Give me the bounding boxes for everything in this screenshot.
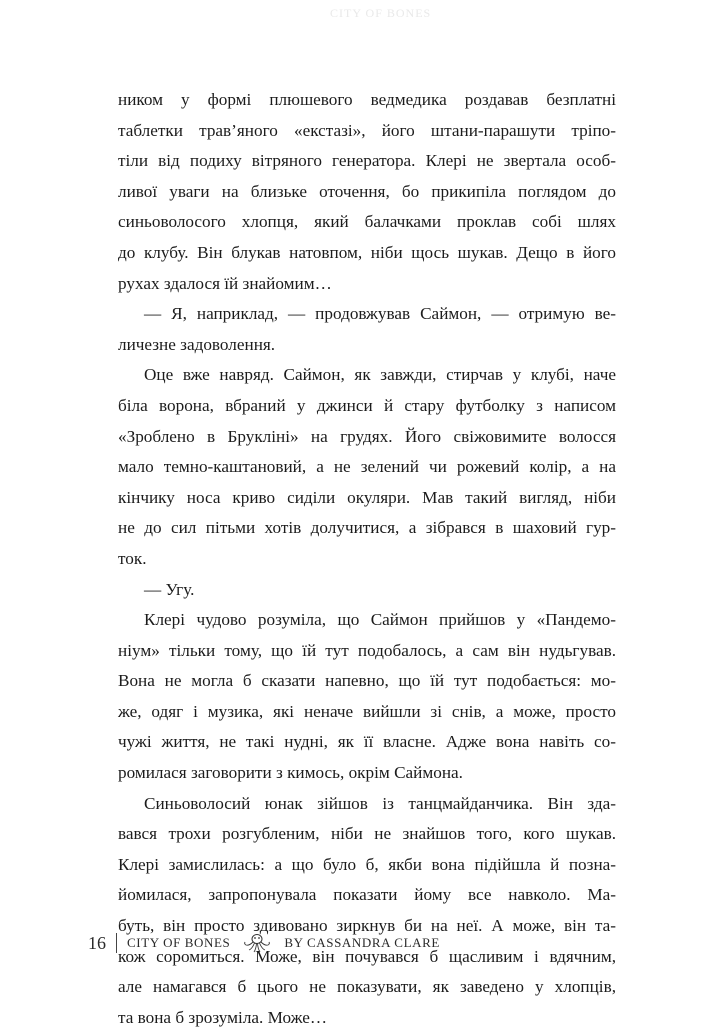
text-line: кож соромиться. Може, він почувався б щасливим і вдячним, xyxy=(118,946,616,966)
text-line: Клері замислилась: а що було б, якби вона підійшла й позна- xyxy=(118,854,616,874)
paragraph xyxy=(118,360,616,574)
text-line: біла ворона, вбраний у джинси й стару футболку з написом xyxy=(118,395,616,415)
text-line: — Угу. xyxy=(144,579,195,599)
text-line: ливої уваги на близьке оточення, бо прикипіла поглядом до xyxy=(118,181,616,201)
text-line: «Зроблено в Брукліні» на грудях. Його свіжовимите волосся xyxy=(118,426,616,446)
text-line: Клері чудово розуміла, що Саймон прийшов у «Пандемо- xyxy=(144,610,616,630)
text-line: синьоволосого хлопця, який балачками проклав собі шлях xyxy=(118,212,616,232)
octopus-ornament-icon xyxy=(242,932,272,954)
text-line: ником у формі плюшевого ведмедика роздавав безплатні xyxy=(118,90,616,109)
text-line: не до сил пітьми хотів долучитися, а зібрався в шаховий гур- xyxy=(118,518,616,538)
text-line: же, одяг і музика, які неначе вийшли зі снів, а може, просто xyxy=(118,701,616,721)
text-line: рухах здалося їй знайомим… xyxy=(118,273,332,293)
paragraph xyxy=(118,789,616,1033)
page-number: 16 xyxy=(88,932,106,953)
text-line: — Я, наприклад, — продовжував Саймон, — отримую ве- xyxy=(144,304,616,324)
text-line: буть, він просто здивовано зиркнув би на неї. А може, він та- xyxy=(118,916,616,936)
page-footer xyxy=(88,928,440,958)
text-line: личезне задоволення. xyxy=(118,334,276,354)
text-line: ніум» тільки тому, що їй тут подобалось, а сам він нудьгував. xyxy=(118,640,616,660)
footer-divider xyxy=(116,933,117,953)
text-line: таблетки трав’яного «екстазі», його штани-парашути тріпо- xyxy=(118,120,616,140)
text-line: Оце вже навряд. Саймон, як завжди, стирчав у клубі, наче xyxy=(144,365,616,385)
author-name: BY CASSANDRA CLARE xyxy=(284,935,440,950)
paragraph xyxy=(118,299,616,360)
text-line: ток. xyxy=(118,548,147,568)
text-line: ромилася заговорити з кимось, окрім Саймона. xyxy=(118,763,463,783)
text-line: кінчику носа криво сиділи окуляри. Мав такий вигляд, ніби xyxy=(118,487,616,507)
text-line: вався трохи розгубленим, ніби не знайшов того, кого шукав. xyxy=(118,824,616,844)
paragraph xyxy=(118,85,616,299)
text-line: тіли від подиху вітряного генератора. Клері не звертала особ- xyxy=(118,151,616,171)
running-head-bleed: CITY OF BONES xyxy=(330,6,432,20)
book-title: CITY OF BONES xyxy=(127,935,231,950)
text-line: та вона б зрозуміла. Може… xyxy=(118,1007,328,1027)
text-line: до клубу. Він блукав натовпом, ніби щось шукав. Дещо в його xyxy=(118,242,616,262)
paragraph xyxy=(118,605,616,789)
text-line: Синьоволосий юнак зійшов із танцмайданчика. Він зда- xyxy=(144,793,616,813)
paragraph xyxy=(118,575,616,606)
text-line: Вона не могла б сказати напевно, що їй тут подобається: мо- xyxy=(118,671,616,691)
text-line: мало темно-каштановий, а не зелений чи рожевий колір, а на xyxy=(118,457,616,477)
body-text xyxy=(118,85,616,1033)
text-line: йомилася, запропонувала показати йому все навколо. Ма- xyxy=(118,885,616,905)
text-line: але намагався б цього не показувати, як заведено у хлопців, xyxy=(118,977,616,997)
text-line: чужі життя, не такі нудні, як її власне. Адже вона навіть со- xyxy=(118,732,616,752)
